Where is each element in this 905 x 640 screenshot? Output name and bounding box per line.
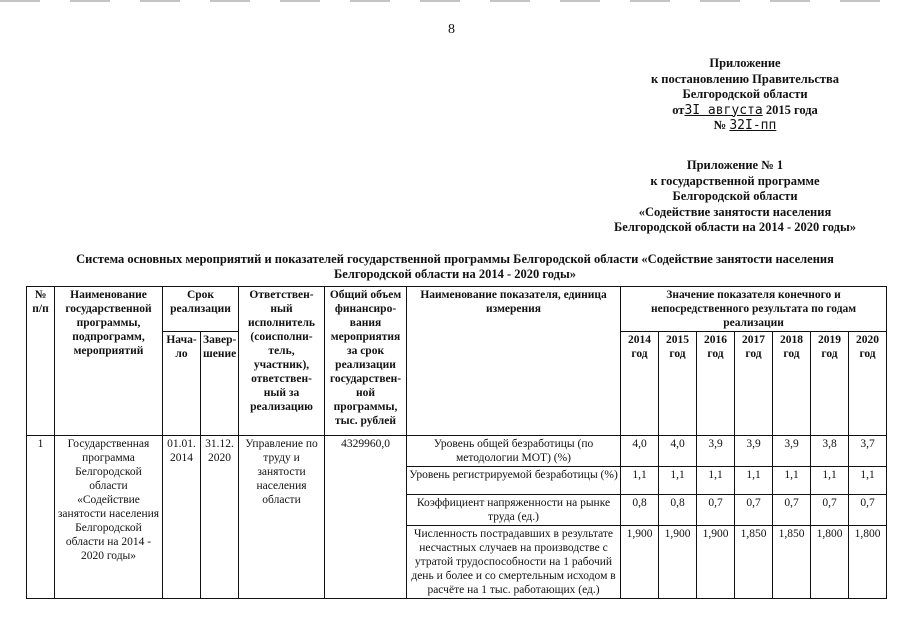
term-end: 31.12. 2020 [201,436,239,599]
header-num: № п/п [27,287,55,436]
page-number: 8 [448,22,455,37]
indicator-value: 1,1 [849,467,887,495]
indicator-value: 0,7 [811,495,849,526]
executor: Управление по труду и занятости населения области [239,436,325,599]
indicator-name: Уровень регистрируемой безработицы (%) [407,467,621,495]
appendix-program-line1: Приложение № 1 [686,158,784,172]
header-indicator: Наименование показателя, единица измерения [407,287,621,436]
indicator-value: 1,1 [773,467,811,495]
number-prefix: № [713,118,727,132]
indicator-value: 0,7 [697,495,735,526]
row-num: 1 [27,436,55,599]
appendix-program-line4: «Содействие занятости населения [638,204,832,219]
appendix-main-line3: Белгородской области [682,87,808,101]
header-year: 2017 год [735,332,773,436]
indicator-value: 1,1 [697,467,735,495]
header-name: Наименование государственной программы, подпрограмм, мероприятий [55,287,163,436]
indicator-value: 1,900 [697,526,735,599]
header-year: 2018 год [773,332,811,436]
indicator-value: 3,9 [735,436,773,467]
indicator-name: Уровень общей безработицы (по методологии МОТ) (%) [407,436,621,467]
indicator-value: 0,7 [773,495,811,526]
document-title: Система основных мероприятий и показателей государственной программы Белгородской области «Содействие занятости населения Белгородской области на 2014 - 2020 годы» [76,252,834,281]
indicator-value: 1,900 [621,526,659,599]
indicator-value: 0,7 [849,495,887,526]
indicator-value: 0,7 [735,495,773,526]
indicator-value: 1,1 [621,467,659,495]
header-term-end: Завер-шение [201,332,239,436]
program-table [26,286,887,599]
date-prefix: от [672,102,685,117]
indicator-value: 3,7 [849,436,887,467]
page-top-rule [0,0,905,2]
number-handwritten: 32I-пп [729,118,777,133]
indicator-value: 0,8 [659,495,697,526]
program-name: Государственная программа Белгородской области «Содействие занятости населения Белгородской области на 2014 - 2020 годы» [55,436,163,599]
indicator-value: 3,8 [811,436,849,467]
header-term-start: Нача-ло [163,332,201,436]
indicator-value: 1,850 [735,526,773,599]
finance-total: 4329960,0 [325,436,407,599]
header-year: 2015 год [659,332,697,436]
indicator-value: 1,1 [735,467,773,495]
date-handwritten: 3I августа [684,102,763,118]
appendix-main-date [600,103,890,119]
indicator-name: Численность пострадавших в результате несчастных случаев на производстве с утратой трудоспособности на 1 рабочий день и более и со смертельным исходом в расчёте на 1 тыс. работающих (ед.) [407,526,621,599]
appendix-main-number [600,118,890,134]
table-row [27,436,887,467]
header-year: 2020 год [849,332,887,436]
indicator-value: 1,800 [811,526,849,599]
appendix-main-line1: Приложение [709,56,781,70]
header-term: Срок реализации [163,287,239,332]
header-values: Значение показателя конечного и непосредственного результата по годам реализации [621,287,887,332]
header-year: 2014 год [621,332,659,436]
appendix-program-line2: к государственной программе [650,173,820,188]
indicator-value: 4,0 [621,436,659,467]
appendix-program-line3: Белгородской области [672,189,798,203]
appendix-program-block [585,158,885,236]
appendix-program-line5: Белгородской области на 2014 - 2020 годы» [614,220,856,234]
term-start: 01.01. 2014 [163,436,201,599]
indicator-value: 1,800 [849,526,887,599]
indicator-value: 1,900 [659,526,697,599]
indicator-value: 3,9 [773,436,811,467]
header-year: 2016 год [697,332,735,436]
indicator-value: 0,8 [621,495,659,526]
indicator-name: Коэффициент напряженности на рынке труда (ед.) [407,495,621,526]
indicator-value: 3,9 [697,436,735,467]
indicator-value: 1,1 [659,467,697,495]
appendix-main-block [600,56,890,134]
indicator-value: 4,0 [659,436,697,467]
appendix-main-line2: к постановлению Правительства [650,71,840,86]
date-suffix: 2015 года [765,102,818,117]
header-executor: Ответствен-ный исполнитель (соисполни-тель, участник), ответствен-ный за реализацию [239,287,325,436]
indicator-value: 1,1 [811,467,849,495]
indicator-value: 1,850 [773,526,811,599]
header-year: 2019 год [811,332,849,436]
header-finance: Общий объем финансиро-вания мероприятия за срок реализации государствен-ной программы, тыс. рублей [325,287,407,436]
